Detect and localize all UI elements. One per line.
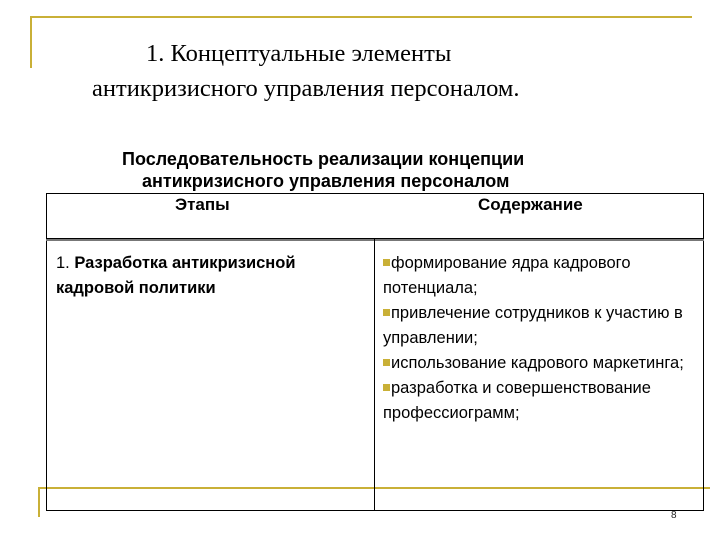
stage-number: 1. [56, 254, 70, 272]
page-number: 8 [671, 510, 677, 521]
content-bullet-text: формирование ядра кадрового потенциала; [383, 254, 631, 297]
stage-cell [56, 251, 366, 301]
square-bullet-icon [383, 309, 390, 316]
content-bullet-text: разработка и совершенствование профессиограмм; [383, 379, 651, 422]
square-bullet-icon [383, 384, 390, 391]
square-bullet-icon [383, 359, 390, 366]
content-bullet-item [383, 301, 693, 351]
table-caption [100, 148, 660, 192]
content-bullet-item [383, 251, 693, 301]
decorative-frame-bottom-left [38, 487, 40, 517]
content-bullet-item [383, 351, 693, 376]
table-header-row [46, 194, 704, 239]
content-bullet-item [383, 376, 693, 426]
content-bullet-text: привлечение сотрудников к участию в управлении; [383, 304, 683, 347]
decorative-frame-top [30, 16, 692, 18]
decorative-frame-left [30, 16, 32, 68]
slide-title [60, 36, 680, 106]
header-content: Содержание [478, 195, 583, 214]
stage-name: Разработка антикризисной кадровой политики [56, 254, 296, 297]
slide-title-line2: антикризисного управления персоналом. [92, 75, 520, 102]
content-cell [383, 251, 693, 426]
content-bullet-text: использование кадрового маркетинга; [391, 354, 684, 372]
header-stages: Этапы [175, 195, 230, 214]
column-divider [374, 239, 375, 511]
table-caption-line2: антикризисного управления персоналом [142, 171, 510, 191]
slide-title-line1: 1. Концептуальные элементы [146, 40, 452, 67]
table-caption-line1: Последовательность реализации концепции [122, 149, 525, 169]
square-bullet-icon [383, 259, 390, 266]
